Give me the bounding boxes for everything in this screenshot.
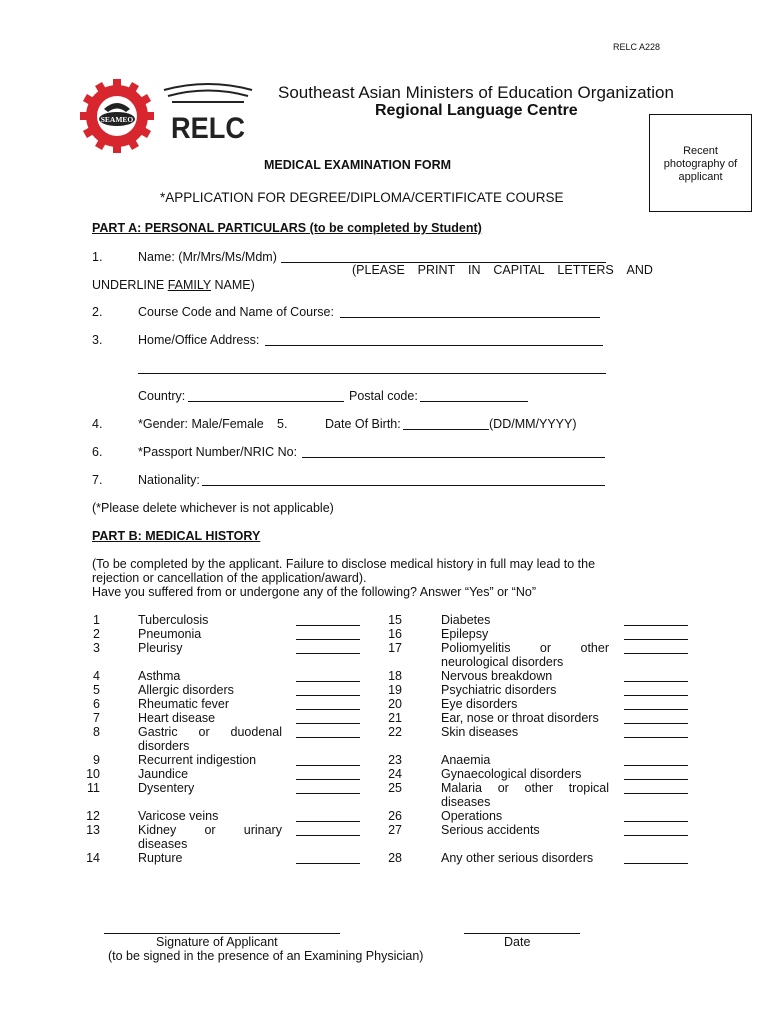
item-number: 11 <box>87 781 100 795</box>
part-b-intro-2: rejection or cancellation of the application/award). <box>92 571 367 585</box>
answer-field[interactable] <box>296 835 360 836</box>
answer-field[interactable] <box>624 681 688 682</box>
item-label-continued: disorders <box>138 739 190 753</box>
answer-field[interactable] <box>624 765 688 766</box>
answer-field[interactable] <box>296 723 360 724</box>
item-label: Rheumatic fever <box>138 697 230 711</box>
item-label-word: Gastric <box>138 725 178 739</box>
q7-label: Nationality: <box>138 473 200 487</box>
q1-label: Name: (Mr/Mrs/Ms/Mdm) <box>138 250 277 264</box>
country-label: Country: <box>138 389 186 403</box>
item-number: 20 <box>388 697 402 711</box>
item-label-word: other <box>580 641 609 655</box>
date-field[interactable] <box>464 933 580 934</box>
q5-number: 5. <box>277 417 288 431</box>
q1-note-family: FAMILY <box>167 278 212 292</box>
signature-note: (to be signed in the presence of an Examining Physician) <box>108 949 424 963</box>
part-a-heading: PART A: PERSONAL PARTICULARS (to be completed by Student) <box>92 221 482 235</box>
answer-field[interactable] <box>296 639 360 640</box>
photo-box[interactable] <box>649 114 752 212</box>
item-number: 6 <box>93 697 100 711</box>
answer-field[interactable] <box>624 737 688 738</box>
relc-roof-icon <box>164 84 252 102</box>
centre-name: Regional Language Centre <box>375 102 578 119</box>
item-label <box>138 823 282 837</box>
item-number: 16 <box>388 627 402 641</box>
item-label-word: Kidney <box>138 823 177 837</box>
item-label-word: or <box>198 725 210 739</box>
q6-label: *Passport Number/NRIC No: <box>138 445 298 459</box>
q1-note-text: UNDERLINE <box>92 278 168 292</box>
q7-number: 7. <box>92 473 103 487</box>
item-number: 27 <box>388 823 402 837</box>
date-of-birth-field[interactable] <box>403 429 489 430</box>
item-number: 5 <box>93 683 100 697</box>
answer-field[interactable] <box>296 709 360 710</box>
item-label-word: or <box>539 641 552 655</box>
answer-field[interactable] <box>296 821 360 822</box>
item-number: 12 <box>86 809 100 823</box>
item-label-continued: diseases <box>441 795 491 809</box>
answer-field[interactable] <box>296 695 360 696</box>
form-title: MEDICAL EXAMINATION FORM <box>264 158 452 172</box>
item-label: Pleurisy <box>138 641 183 655</box>
item-number: 15 <box>388 613 402 627</box>
q4-number: 4. <box>92 417 103 431</box>
item-label: Heart disease <box>138 711 216 725</box>
item-number: 14 <box>86 851 100 865</box>
item-number: 3 <box>93 641 100 655</box>
photo-box-line-3: applicant <box>678 171 723 183</box>
answer-field[interactable] <box>296 681 360 682</box>
address-field-1[interactable] <box>265 345 603 346</box>
answer-field[interactable] <box>624 695 688 696</box>
signature-field[interactable] <box>104 933 340 934</box>
date-label: Date <box>504 935 531 949</box>
item-label: Any other serious disorders <box>441 851 594 865</box>
answer-field[interactable] <box>296 863 360 864</box>
item-label: Eye disorders <box>441 697 518 711</box>
item-number: 8 <box>93 725 100 739</box>
item-label <box>441 641 609 655</box>
item-label-word: tropical <box>568 781 609 795</box>
item-label: Rupture <box>138 851 183 865</box>
item-label: Skin diseases <box>441 725 519 739</box>
item-number: 22 <box>388 725 402 739</box>
item-label-word: other <box>524 781 553 795</box>
item-number: 25 <box>388 781 402 795</box>
item-number: 23 <box>388 753 402 767</box>
item-label-word: duodenal <box>230 725 282 739</box>
answer-field[interactable] <box>296 793 360 794</box>
answer-field[interactable] <box>624 723 688 724</box>
course-field[interactable] <box>340 317 600 318</box>
item-label-word: urinary <box>243 823 282 837</box>
item-label: Nervous breakdown <box>441 669 553 683</box>
item-number: 26 <box>388 809 402 823</box>
nationality-field[interactable] <box>202 485 605 486</box>
item-number: 7 <box>93 711 100 725</box>
q1-note-word: (PLEASE <box>352 263 405 277</box>
item-number: 2 <box>93 627 100 641</box>
signature-label: Signature of Applicant <box>156 935 278 949</box>
q1-note-word: LETTERS <box>557 263 614 277</box>
seameo-logo <box>80 79 154 153</box>
item-number: 21 <box>388 711 402 725</box>
passport-field[interactable] <box>302 457 605 458</box>
item-number: 4 <box>93 669 100 683</box>
q4-label[interactable]: *Gender: Male/Female <box>138 417 264 431</box>
item-number: 1 <box>93 613 100 627</box>
answer-field[interactable] <box>296 653 360 654</box>
item-label: Tuberculosis <box>138 613 209 627</box>
item-label: Anaemia <box>441 753 491 767</box>
item-label-word: Malaria <box>441 781 482 795</box>
country-field[interactable] <box>188 401 344 402</box>
answer-field[interactable] <box>624 863 688 864</box>
answer-field[interactable] <box>624 653 688 654</box>
q3-number: 3. <box>92 333 103 347</box>
answer-field[interactable] <box>296 737 360 738</box>
q2-label: Course Code and Name of Course: <box>138 305 334 319</box>
q1-note-word: CAPITAL <box>493 263 545 277</box>
part-b-heading: PART B: MEDICAL HISTORY <box>92 529 261 543</box>
answer-field[interactable] <box>624 793 688 794</box>
relc-logo-text: RELC <box>171 112 245 145</box>
part-b-intro-1: (To be completed by the applicant. Failure to disclose medical history in full may lead to the <box>92 557 596 571</box>
item-label-word: or <box>497 781 509 795</box>
item-number: 13 <box>86 823 100 837</box>
item-label: Gynaecological disorders <box>441 767 582 781</box>
q1-number: 1. <box>92 250 103 264</box>
item-label: Epilepsy <box>441 627 489 641</box>
q1-note-word: IN <box>468 263 481 277</box>
q1-note-continued <box>92 278 255 292</box>
photo-box-line-2: photography of <box>663 158 738 170</box>
q1-note-word: PRINT <box>417 263 456 277</box>
item-label-word: Poliomyelitis <box>441 641 511 655</box>
item-label: Operations <box>441 809 503 823</box>
item-number: 24 <box>388 767 402 781</box>
item-label: Pneumonia <box>138 627 202 641</box>
item-label: Psychiatric disorders <box>441 683 557 697</box>
item-label-continued: neurological disorders <box>441 655 564 669</box>
q1-note-word: AND <box>626 263 653 277</box>
q5-label: Date Of Birth: <box>325 417 401 431</box>
item-number: 17 <box>388 641 402 655</box>
address-field-2[interactable] <box>138 373 606 374</box>
item-label: Varicose veins <box>138 809 219 823</box>
answer-field[interactable] <box>296 625 360 626</box>
q3-label: Home/Office Address: <box>138 333 260 347</box>
item-number: 18 <box>388 669 402 683</box>
item-label <box>441 781 609 795</box>
item-label: Recurrent indigestion <box>138 753 257 767</box>
relc-logo <box>160 80 256 146</box>
item-number: 19 <box>388 683 402 697</box>
answer-field[interactable] <box>624 821 688 822</box>
answer-field[interactable] <box>296 765 360 766</box>
form-reference: RELC A228 <box>612 42 660 52</box>
answer-field[interactable] <box>624 709 688 710</box>
item-label: Dysentery <box>138 781 195 795</box>
q2-number: 2. <box>92 305 103 319</box>
q1-note <box>352 263 653 277</box>
organization-name: Southeast Asian Ministers of Education Organization <box>278 83 674 102</box>
item-label-continued: diseases <box>138 837 188 851</box>
answer-field[interactable] <box>624 835 688 836</box>
item-label <box>138 725 282 739</box>
q1-note-text-end: NAME) <box>211 278 255 292</box>
answer-field[interactable] <box>296 779 360 780</box>
q6-number: 6. <box>92 445 103 459</box>
item-label: Asthma <box>138 669 181 683</box>
item-number: 28 <box>388 851 402 865</box>
answer-field[interactable] <box>624 625 688 626</box>
item-label: Diabetes <box>441 613 491 627</box>
postal-code-label: Postal code: <box>349 389 418 403</box>
item-number: 10 <box>86 767 100 781</box>
item-label: Allergic disorders <box>138 683 234 697</box>
item-label-word: or <box>204 823 216 837</box>
part-b-intro-3: Have you suffered from or undergone any of the following? Answer “Yes” or “No” <box>92 585 536 599</box>
form-subtitle: *APPLICATION FOR DEGREE/DIPLOMA/CERTIFICATE COURSE <box>160 190 564 205</box>
answer-field[interactable] <box>624 779 688 780</box>
item-number: 9 <box>93 753 100 767</box>
item-label: Serious accidents <box>441 823 540 837</box>
item-label: Jaundice <box>138 767 189 781</box>
postal-code-field[interactable] <box>420 401 528 402</box>
date-format: (DD/MM/YYYY) <box>489 417 577 431</box>
photo-box-line-1: Recent <box>683 145 718 157</box>
answer-field[interactable] <box>624 639 688 640</box>
seameo-logo-text: SEAMEO <box>100 115 134 124</box>
item-label: Ear, nose or throat disorders <box>441 711 599 725</box>
delete-note: (*Please delete whichever is not applicable) <box>92 501 334 515</box>
